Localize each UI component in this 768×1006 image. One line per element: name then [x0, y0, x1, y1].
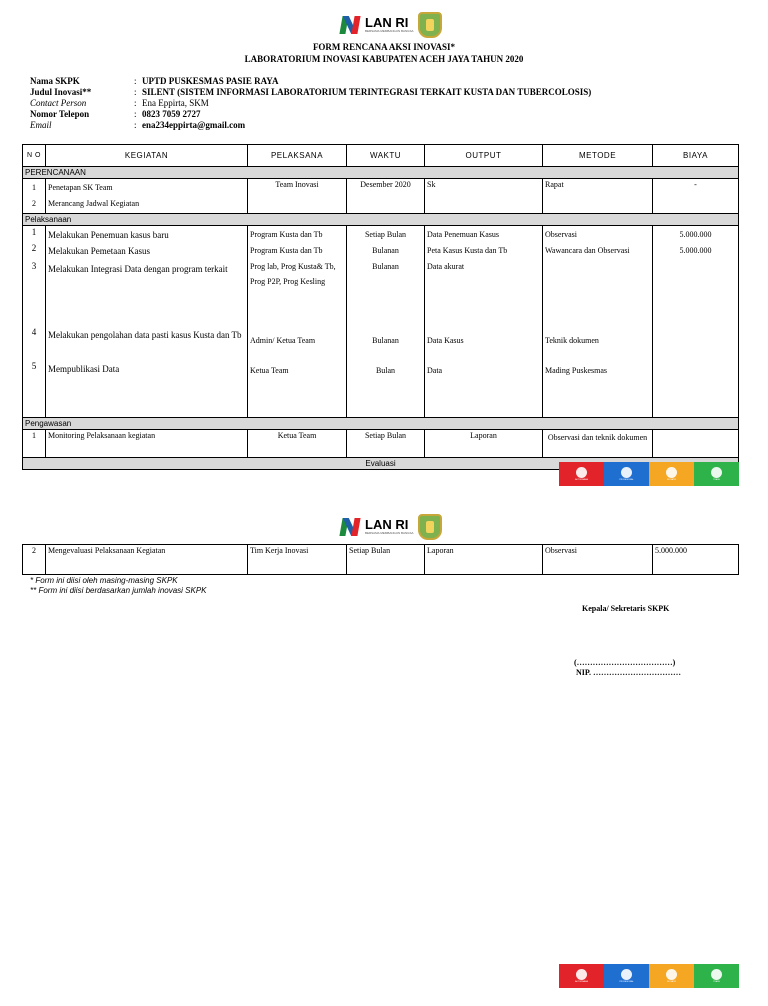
lan-n-icon [341, 14, 361, 36]
row-output: Sk [425, 179, 543, 214]
row-metode: Mading Puskesmas [545, 366, 607, 375]
info-row: Nomor Telepon : 0823 7059 2727 [30, 109, 201, 119]
row-output: Data akurat [427, 262, 465, 271]
table-row [23, 545, 739, 575]
badge-inovatif: INOVATIF [649, 462, 694, 486]
info-row: Email : ena234eppirta@gmail.com [30, 120, 246, 130]
info-value: Ena Eppirta, SKM [142, 98, 209, 108]
signature-title: Kepala/ Sekretaris SKPK [582, 604, 670, 613]
logo-text: LAN RI [365, 517, 409, 532]
evaluation-table [22, 544, 739, 575]
row-pelaksana: Team Inovasi [248, 179, 347, 214]
row-waktu: Setiap Bulan [364, 230, 407, 239]
row-pelaksana: Program Kusta dan Tb [250, 230, 323, 239]
table-row [23, 430, 739, 458]
row-pelaksana: Admin/ Ketua Team [250, 336, 316, 345]
form-subtitle: LABORATORIUM INOVASI KABUPATEN ACEH JAYA TAHUN 2020 [244, 54, 524, 64]
lan-n-icon [341, 516, 361, 538]
badge-profesional: PROFESIONAL [604, 964, 649, 988]
row-no: 5 [31, 361, 37, 371]
section-evaluasi: Evaluasi [23, 458, 739, 470]
row-metode: Observasi dan teknik dokumen [543, 430, 653, 458]
header-waktu: WAKTU [347, 145, 425, 167]
info-label: Nomor Telepon [30, 109, 90, 119]
row-metode [545, 259, 650, 333]
info-label: Contact Person [30, 98, 87, 108]
lightbulb-icon [666, 969, 677, 980]
section-pelaksanaan: Pelaksanaan [23, 214, 739, 226]
header-output: OUTPUT [425, 145, 543, 167]
badge-akuntabel: AKTORNAMA [559, 462, 604, 486]
row-output: Peta Kasus Kusta dan Tb [427, 246, 508, 255]
row-waktu: Bulanan [372, 246, 399, 255]
badge-inovatif: INOVATIF [649, 964, 694, 988]
signature-name: (………………………………) [574, 658, 676, 667]
row-no: 1 [31, 227, 37, 237]
leaf-icon [711, 467, 722, 478]
row-no: 1 [23, 430, 46, 458]
row-biaya: 5.000.000 [679, 246, 712, 255]
row-kegiatan: Mempublikasi Data [48, 364, 120, 374]
row-kegiatan: Melakukan Pemetaan Kasus [48, 246, 150, 256]
leaf-icon [711, 969, 722, 980]
header-kegiatan: KEGIATAN [46, 145, 248, 167]
row-pelaksana: Program Kusta dan Tb [250, 246, 323, 255]
row-kegiatan: Melakukan pengolahan data pasti kasus Kusta dan Tb [48, 330, 242, 340]
header-biaya: BIAYA [653, 145, 739, 167]
row-pelaksana: Ketua Team [250, 366, 289, 375]
info-label: Judul Inovasi** [30, 87, 92, 97]
footnote: * Form ini diisi oleh masing-masing SKPK [30, 576, 178, 585]
value-badges [559, 964, 739, 988]
row-waktu: Bulanan [372, 262, 399, 271]
info-value: 0823 7059 2727 [142, 109, 201, 119]
header-no: N O [23, 145, 46, 167]
footnotes [30, 576, 207, 596]
eagle-icon [576, 467, 587, 478]
eagle-icon [576, 969, 587, 980]
row-no: 4 [31, 327, 37, 337]
row-no: 1 [32, 183, 36, 192]
row-output: Data Penemuan Kasus [427, 230, 499, 239]
table-row [23, 179, 739, 214]
badge-akuntabel: AKTORNAMA [559, 964, 604, 988]
aceh-jaya-crest-icon [418, 514, 442, 540]
row-waktu: Setiap Bulan [347, 430, 425, 458]
badge-trans: TRANS [694, 964, 739, 988]
row-waktu: Setiap Bulan [347, 545, 425, 575]
footnote: ** Form ini diisi berdasarkan jumlah inovasi SKPK [30, 586, 207, 595]
row-output: Laporan [425, 545, 543, 575]
row-no: 2 [31, 243, 37, 253]
row-biaya: 5.000.000 [679, 230, 712, 239]
row-metode: Rapat [543, 179, 653, 214]
aceh-jaya-crest-icon [418, 12, 442, 38]
info-row: Nama SKPK : UPTD PUSKESMAS PASIE RAYA [30, 76, 279, 86]
row-metode: Observasi [545, 230, 577, 239]
row-metode: Observasi [543, 545, 653, 575]
row-kegiatan: Melakukan Penemuan kasus baru [48, 230, 169, 240]
row-no: 2 [23, 545, 46, 575]
table-header-row [23, 145, 739, 167]
info-label: Nama SKPK [30, 76, 80, 86]
globe-icon [621, 969, 632, 980]
row-waktu: Bulanan [372, 336, 399, 345]
row-biaya: - [653, 179, 739, 214]
globe-icon [621, 467, 632, 478]
header-metode: METODE [543, 145, 653, 167]
row-output: Data Kasus [427, 336, 464, 345]
info-row: Judul Inovasi** : SILENT (SISTEM INFORMASI LABORATORIUM TERINTEGRASI TERKAIT KUSTA DAN TUBERCOLOSIS) [30, 87, 592, 97]
row-waktu: Desember 2020 [347, 179, 425, 214]
action-plan-table [22, 144, 739, 470]
row-biaya: 5.000.000 [653, 545, 739, 575]
signature-nip: NIP. …………………………… [576, 668, 682, 677]
info-label: Email [30, 120, 52, 130]
row-kegiatan: Merancang Jadwal Kegiatan [48, 199, 140, 208]
info-value: SILENT (SISTEM INFORMASI LABORATORIUM TERINTEGRASI TERKAIT KUSTA DAN TUBERCOLOSIS) [142, 87, 592, 97]
badge-trans: TRANS [694, 462, 739, 486]
row-waktu: Bulan [375, 366, 396, 375]
identity-block [30, 76, 591, 131]
row-pelaksana: Tim Kerja Inovasi [248, 545, 347, 575]
form-title: FORM RENCANA AKSI INOVASI* [312, 42, 456, 52]
row-metode: Teknik dokumen [545, 336, 599, 345]
table-row [23, 226, 739, 418]
logo-tagline: BERSAMA MEMBANGUN BANGSA [365, 29, 414, 33]
row-kegiatan: Mengevaluasi Pelaksanaan Kegiatan [46, 545, 248, 575]
info-value: UPTD PUSKESMAS PASIE RAYA [142, 76, 279, 86]
info-value: ena234eppirta@gmail.com [142, 120, 246, 130]
lan-ri-logo [341, 514, 442, 540]
lan-ri-logo [341, 12, 442, 38]
row-kegiatan: Melakukan Integrasi Data dengan program terkait [48, 264, 228, 274]
badge-profesional: PROFESIONAL [604, 462, 649, 486]
row-output: Data [427, 366, 443, 375]
row-no: 3 [31, 261, 37, 271]
row-metode: Wawancara dan Observasi [545, 246, 630, 255]
row-kegiatan: Monitoring Pelaksanaan kegiatan [46, 430, 248, 458]
section-pengawasan: Pengawasan [23, 418, 739, 430]
lightbulb-icon [666, 467, 677, 478]
logo-tagline: BERSAMA MEMBANGUN BANGSA [365, 531, 414, 535]
row-pelaksana: Prog lab, Prog Kusta& Tb, Prog P2P, Prog Kesling [250, 262, 336, 286]
row-kegiatan: Penetapan SK Team [48, 183, 113, 192]
logo-text: LAN RI [365, 15, 409, 30]
header-pelaksana: PELAKSANA [248, 145, 347, 167]
section-perencanaan: PERENCANAAN [23, 167, 739, 179]
row-output: Laporan [425, 430, 543, 458]
value-badges [559, 462, 739, 486]
row-pelaksana: Ketua Team [248, 430, 347, 458]
row-no: 2 [32, 199, 36, 208]
row-biaya [653, 430, 739, 458]
info-row: Contact Person : Ena Eppirta, SKM [30, 98, 209, 108]
